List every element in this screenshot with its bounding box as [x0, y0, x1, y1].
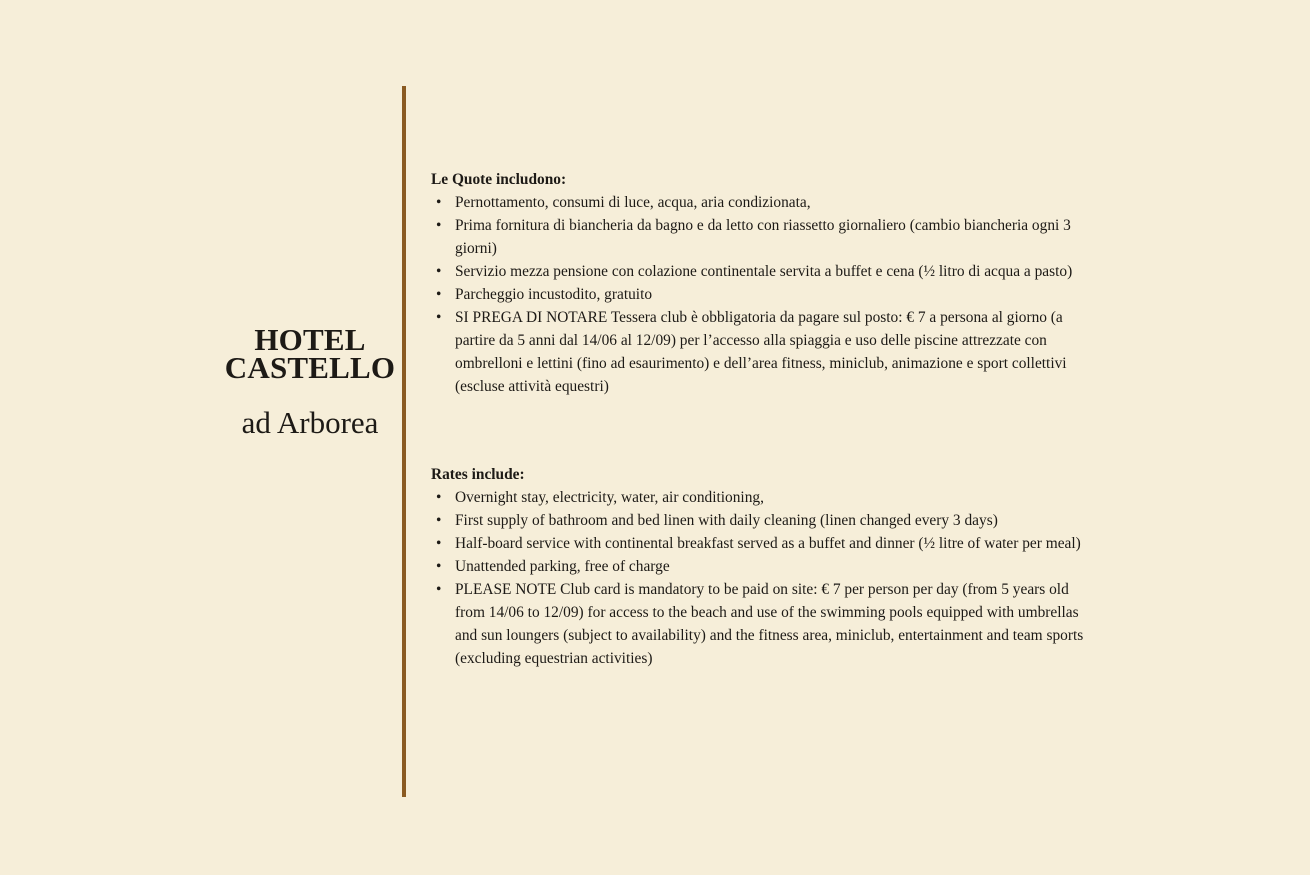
vertical-divider: [402, 86, 406, 797]
rates-section-english: [431, 463, 1099, 670]
inclusions-list: [431, 486, 1099, 670]
list-item: • Parcheggio incustodito, gratuito: [431, 283, 1099, 306]
list-item: • Prima fornitura di biancheria da bagno e da letto con riassetto giornaliero (cambio biancheria ogni 3 giorni): [431, 214, 1099, 260]
list-item: • First supply of bathroom and bed linen with daily cleaning (linen changed every 3 days): [431, 509, 1099, 532]
list-item: • PLEASE NOTE Club card is mandatory to be paid on site: € 7 per person per day (from 5 years old from 14/06 to 12/09) for access to the beach and use of the swimming pools equipped with umbrellas and sun loungers (subject to availability) and the fitness area, miniclub, entertainment and team sports (excluding equestrian activities): [431, 578, 1099, 670]
list-item: • Overnight stay, electricity, water, air conditioning,: [431, 486, 1099, 509]
hotel-name: HOTEL CASTELLO: [224, 322, 396, 385]
rates-section-italian: [431, 168, 1099, 398]
list-item: • Half-board service with continental breakfast served as a buffet and dinner (½ litre of water per meal): [431, 532, 1099, 555]
list-item: • Pernottamento, consumi di luce, acqua, aria condizionata,: [431, 191, 1099, 214]
list-item: • SI PREGA DI NOTARE Tessera club è obbligatoria da pagare sul posto: € 7 a persona al giorno (a partire da 5 anni dal 14/06 al 12/09) per l’accesso alla spiaggia e uso delle piscine attrezzate con ombrelloni e lettini (fino ad esaurimento) e dell’area fitness, miniclub, animazione e sport collettivi (escluse attività equestri): [431, 306, 1099, 398]
section-heading: Rates include:: [431, 466, 525, 483]
title-block: [215, 322, 405, 440]
hotel-location: ad Arborea: [241, 405, 379, 440]
list-item: • Unattended parking, free of charge: [431, 555, 1099, 578]
list-item: • Servizio mezza pensione con colazione continentale servita a buffet e cena (½ litro di acqua a pasto): [431, 260, 1099, 283]
section-heading: Le Quote includono:: [431, 171, 567, 188]
inclusions-list: [431, 191, 1099, 398]
